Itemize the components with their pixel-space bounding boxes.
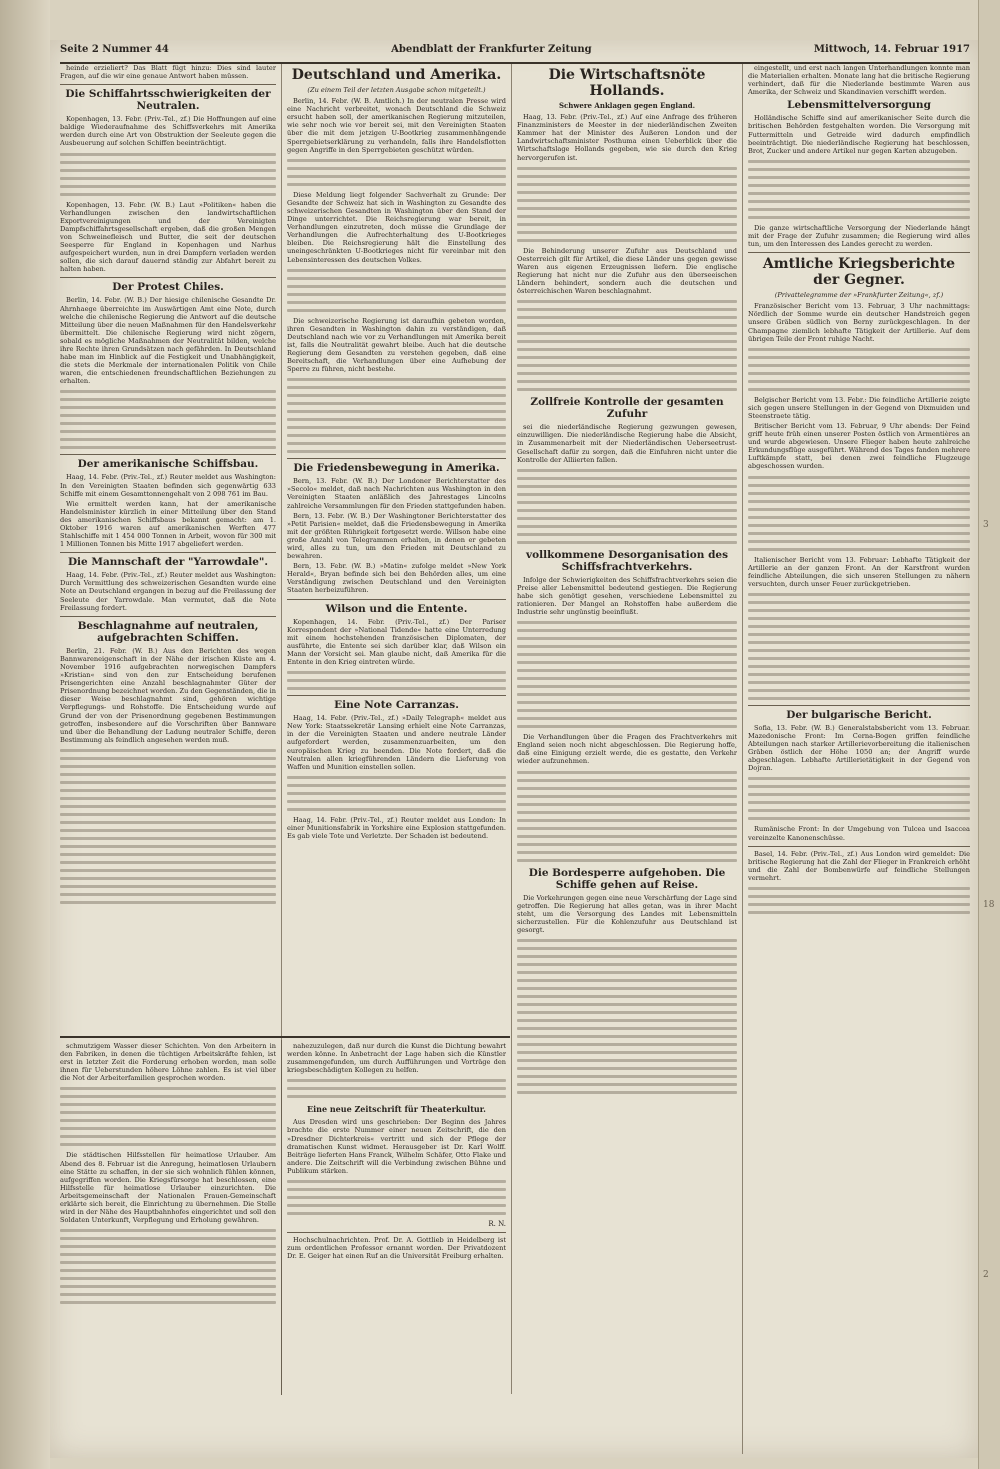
article-text: Bern, 13. Febr. (W. B.) »Matin« zufolge meldet »New York Herald«, Bryan befinde sich bei den Behörden alles, um eine Verständigung zwischen Deutschland und den Vereinigten Staaten herbeizuführen.	[287, 562, 506, 595]
article-text: heinde erzieliert? Das Blatt fügt hinzu: Dies sind lauter Fragen, auf die wir eine genaue Antwort haben müssen.	[60, 64, 276, 81]
illegible-text-lines	[748, 593, 970, 700]
article-text: Die ganze wirtschaftliche Versorgung der Niederlande hängt mit der Frage der Zufuhr zusammen; die Regierung wird alles tun, um den Interessen des Landes gerecht zu werden.	[748, 223, 970, 249]
article-headline: Der bulgarische Bericht.	[786, 708, 932, 721]
article-subheadline: (Privattelegramme der »Frankfurter Zeitung«, zf.)	[774, 291, 944, 300]
article-text: Bern, 13. Febr. (W. B.) Der Londoner Berichterstatter des »Secolo« meldet, daß nach Nachrichten aus Washington in den Vereinigten Staaten anläßlich des Jahrestages Lincolns zahlreiche Versammlungen für den Frieden stattgefunden haben.	[287, 477, 506, 510]
article-text: Berlin, 14. Febr. (W. B. Amtlich.) In der neutralen Presse wird eine Nachricht verbreitet, wonach Deutschland die Schweiz ersucht haben soll, der amerikanischen Regierung mitzuteilen, wie sehr noch wie vor bereit sei, mit den Vereinigten Staaten über die mit dem jetzigen U-Bootkrieg zusammenhängende Sperrgebietserklärung zu verhandeln, falls ihre Handelsflotten gegen Angriffe in den Sperrgebieten geschützt würden.	[287, 97, 506, 154]
article-subheadline: (Zu einem Teil der letzten Ausgabe schon mitgeteilt.)	[307, 86, 486, 94]
article-text: Berlin, 14. Febr. (W. B.) Der hiesige chilenische Gesandte Dr. Ahrnhaege überreichte im Auswärtigen Amt eine Note, durch welche die chilenische Regierung die Antwort auf die deutsche Mitteilung über die neuen Maßnahmen für den Handelsverkehr übermittelt. Die chilenische Regierung wird nicht zögern, sobald es mögliche Maßnahmen der Neutralität bilden, welche ihre Rechte ihren Grundsätzen nach gefährden. In Deutschland habe man im Hinblick auf die Festigkeit und Unabhängigkeit, die stets die Merkmale der internationalen Politik von Chile waren, die entschiedenen freundschaftlichen Beziehungen zu erhalten.	[60, 296, 276, 386]
illegible-text-lines	[60, 153, 276, 196]
article-text: eingestellt, und erst nach langen Unterhandlungen konnte man die Materialien erhalten. Monate lang hat die britische Regierung verhindert, daß für die Niederlande bestimmte Waren aus Amerika, der Schweiz und Skandinavien verschifft werden.	[748, 64, 970, 97]
article-text: Die Verhandlungen über die Fragen des Frachtverkehrs mit England seien noch nicht abgeschlossen. Die Regierung hoffe, daß eine Einigung erzielt werde, die es gestatte, den Verkehr wieder aufzunehmen.	[517, 733, 737, 766]
article-headline: Die Mannschaft der "Yarrowdale".	[67, 556, 269, 569]
edge-mark: 3	[983, 520, 989, 530]
illegible-text-lines	[287, 269, 506, 312]
article-text: Diese Meldung liegt folgender Sachverhalt zu Grunde: Der Gesandte der Schweiz hat sich in Washington zu Gesandte des schweizerischen Gesandten in Washington über den Stand der Dinge unterrichtet. Die Reichsregierung war bereit, in Verhandlungen einzutreten, doch müsse die Grundlage der Verhandlungen die Aufrechterhaltung des U-Bootkrieges bleiben. Die Reichsregierung hält die Einstellung des uneingeschränkten U-Bootkrieges nicht für vereinbar mit den Lebensinteressen des deutschen Volkes.	[287, 190, 506, 264]
article-text: Bern, 13. Febr. (W. B.) Der Washingtoner Berichterstatter des »Petit Parisien« meldet, daß die Friedensbewegung in Amerika mit der größten Rührigkeit fortgesetzt werde. Willson habe eine große Anzahl von Telegrammen erhalten, in denen er gebeten wird, alles zu tun, um den Frieden mit Deutschland zu bewahren.	[287, 511, 506, 561]
article-text: Die Behinderung unserer Zufuhr aus Deutschland und Oesterreich gilt für Artikel, die diese Länder uns gegen gewisse Waren aus eigenen Erzeugnissen liefern. Die englische Regierung hat nicht nur die Zufuhr aus den überseeischen Ländern behindert, sondern auch die deutschen und österreichischen Waren beschlagnahmt.	[517, 246, 737, 296]
column-3	[517, 64, 737, 1394]
illegible-text-lines	[748, 348, 970, 391]
article-text: Rumänische Front: In der Umgebung von Tulcea und Isaccea vereinzelte Kanonenschüsse.	[748, 825, 970, 842]
article-text: Holländische Schiffe sind auf amerikanischer Seite durch die britischen Behörden festgehalten worden. Die Versorgung mit Futtermitteln und Getreide wird dadurch empfindlich beeinträchtigt. Die niederländische Regierung hat beschlossen, Brot, Zucker und andere Artikel nur gegen Karten abzugeben.	[748, 114, 970, 155]
article-text: Haag, 14. Febr. (Priv.-Tel., zf.) »Daily Telegraph« meldet aus New York: Staatssekretär Lansing erhielt eine Note Carranzas, in der die Vereinigten Staaten und andere neutrale Länder aufgefordert werden, zusammenzuarbeiten, um den europäischen Krieg zu beenden. Die Note fordert, daß die Neutralen allen kriegführenden Ländern die Lieferung von Waffen und Munition einstellen sollen.	[287, 714, 506, 771]
article-headline: Der amerikanische Schiffsbau.	[77, 458, 259, 471]
article-headline: Der Protest Chiles.	[112, 281, 224, 294]
article-text: Basel, 14. Febr. (Priv.-Tel., zf.) Aus London wird gemeldet: Die britische Regierung hat die Zahl der Flieger in Frankreich erhöht und die Zahl der Bombenwürfe auf feindliche Stellungen vermehrt.	[748, 849, 970, 882]
article-text: schmutzigem Wasser dieser Schichten. Von den Arbeitern in den Fabriken, in denen die tüchtigen Arbeitskräfte fehlen, ist erst in letzter Zeit die Forderung erhoben worden, man solle ihnen für Ueberstunden höhere Löhne zahlen. Es ist viel über die Not der Arbeiterfamilien gesprochen worden.	[60, 1042, 276, 1083]
illegible-text-lines	[287, 776, 506, 811]
illegible-text-lines	[517, 469, 737, 544]
illegible-text-lines	[287, 159, 506, 186]
illegible-text-lines	[517, 939, 737, 1094]
article-text: Die schweizerische Regierung ist daraufhin gebeten worden, ihren Gesandten in Washington dahin zu verständigen, daß Deutschland nach wie vor zu Verhandlungen mit Amerika bereit ist, falls die Neutralität gewahrt bleibe. Auch hat die deutsche Regierung dem Gesandten zu verstehen gegeben, daß eine Bereitschaft, die Verhandlungen über eine Aufhebung der Sperre zu führen, nicht bestehe.	[287, 316, 506, 374]
article-section-heading: Zollfreie Kontrolle der gesamten Zufuhr	[530, 396, 724, 421]
illegible-text-lines	[287, 1180, 506, 1215]
article-text: Kopenhagen, 13. Febr. (W. B.) Laut »Politiken« haben die Verhandlungen zwischen den landwirtschaftlichen Exportvereinigungen und der Vereinigten Dampfschiffahrtsgesellschaft ergeben, daß die großen Mengen von Schweinefleisch und Butter, die seit der deutschen Seesperre für England in Kopenhagen und Narhus aufgespeichert wurden, nun in drei Dampfern verladen werden sollen, die sich darauf dauernd ständig zur Abfahrt bereit zu halten haben.	[60, 200, 276, 274]
article-text: Kopenhagen, 14. Febr. (Priv.-Tel., zf.) Der Pariser Korrespondent der »National Tidende« hatte eine Unterredung mit einem hochstehenden französischen Diplomaten, der ausführte, die Entente sei sich darüber klar, daß Wilson ein Mann der Vorsicht sei. Man glaube nicht, daß Amerika für die Entente in den Krieg eintreten würde.	[287, 617, 506, 667]
illegible-text-lines	[287, 671, 506, 690]
column-rule	[281, 1040, 282, 1395]
article-text: nahezuzulegen, daß nur durch die Kunst die Dichtung bewahrt werden könne. In Anbetracht der Lage haben sich die Künstler zusammengefunden, um durch Aufführungen und Vorträge den kriegsbeschädigten Kollegen zu helfen.	[287, 1042, 506, 1075]
page-number: Seite 2 Nummer 44	[60, 44, 169, 55]
illegible-text-lines	[517, 300, 737, 391]
article-subheadline: Schwere Anklagen gegen England.	[558, 101, 696, 110]
article-text: sei die niederländische Regierung gezwungen gewesen, einzuwilligen. Die niederländische Regierung habe die Absicht, in Zusammenarbeit mit der Niederländischen Ueberseetrust-Gesellschaft dafür zu sorgen, daß die Einfuhren nicht unter die Kontrolle der Alliierten fallen.	[517, 423, 737, 464]
article-headline: Wilson und die Entente.	[325, 602, 468, 615]
article-section-heading: Die Bordesperre aufgehoben. Die Schiffe gehen auf Reise.	[528, 866, 726, 891]
illegible-text-lines	[60, 1087, 276, 1146]
column-4	[748, 64, 970, 1454]
article-text: Belgischer Bericht vom 13. Febr.: Die feindliche Artillerie zeigte sich gegen unsere Stellungen in der Gegend von Dixmuiden und Steenstraete tätig.	[748, 395, 970, 420]
issue-date: Mittwoch, 14. Februar 1917	[813, 44, 970, 55]
page-header	[60, 44, 970, 64]
article-text: Wie ermittelt werden kann, hat der amerikanische Handelsminister kürzlich in einer Mitteilung über den Stand des amerikanischen Schiffsbaus bekannt gemacht: am 1. Oktober 1916 waren auf amerikanischen Werften 477 Stahlschiffe mit 1 454 000 Tonnen in Arbeit, wovon für 300 mit 1 Millionen Tonnen bis Mitte 1917 abgeliefert werden.	[60, 499, 276, 549]
illegible-text-lines	[517, 621, 737, 728]
article-text: Britischer Bericht vom 13. Februar, 9 Uhr abends: Der Feind griff heute früh einen unserer Posten östlich von Armentières an und wurde abgewiesen. Unsere Flieger haben heute zahlreiche Erkundungsflüge ausgeführt. Während des Tages fanden mehrere Luftkämpfe statt, bei denen zwei feindliche Flugzeuge abgeschossen wurden.	[748, 421, 970, 471]
article-headline: Die Friedensbewegung in Amerika.	[293, 462, 500, 475]
article-section-heading: Lebensmittelversorgung	[787, 99, 931, 112]
article-text: Sofia, 13. Febr. (W. B.) Generalstabsbericht vom 13. Februar. Mazedonische Front: Im Cerna-Bogen griffen feindliche Abteilungen nach starker Artillerievorbereitung die italienischen Gräben östlich der Höhe 1050 an; der Angriff wurde abgeschlagen. Lebhafte Artillerietätigkeit in der Gegend von Dojran.	[748, 723, 970, 773]
article-text: Die städtischen Hilfsstellen für heimatlose Urlauber. Am Abend des 8. Februar ist die Anregung, heimatlosen Urlaubern eine Stätte zu schaffen, in der sie sich wohnlich fühlen können, aufgegriffen worden. Die Kriegsfürsorge hat beschlossen, eine Hilfsstelle für heimatlose Urlauber einzurichten. Die Arbeitsgemeinschaft der Nationalen Frauen-Gemeinschaft erklärte sich bereit, die Einrichtung zu übernehmen. Die Stelle wird in der Nähe des Hauptbahnhofes eingerichtet und soll den Soldaten Unterkunft, Verpflegung und Erholung gewähren.	[60, 1151, 276, 1225]
illegible-text-lines	[748, 160, 970, 219]
illegible-text-lines	[517, 167, 737, 242]
edge-mark: 18	[983, 900, 995, 910]
author-signature: R. N.	[488, 1220, 506, 1229]
illegible-text-lines	[60, 390, 276, 449]
article-headline: Beschlagnahme auf neutralen, aufgebrachten Schiffen.	[77, 619, 259, 644]
column-rule	[742, 64, 743, 1454]
article-headline: Eine Note Carranzas.	[334, 699, 459, 712]
adjacent-page-edge	[978, 0, 1000, 1469]
feuilleton-divider	[60, 1036, 510, 1038]
feuilleton-mid	[287, 1042, 506, 1392]
illegible-text-lines	[517, 771, 737, 862]
article-headline: Amtliche Kriegsberichte der Gegner.	[762, 256, 956, 289]
article-text: Infolge der Schwierigkeiten des Schiffsfrachtverkehrs seien die Preise aller Lebensmittel bedeutend gestiegen. Die Regierung habe sich genötigt gesehen, verschiedene Lebensmittel zu rationieren. Der Mangel an Rohstoffen habe außerdem die Industrie sehr ungünstig beeinflußt.	[517, 575, 737, 617]
illegible-text-lines	[287, 1079, 506, 1098]
article-text: Haag, 14. Febr. (Priv.-Tel., zf.) Reuter meldet aus London: In einer Munitionsfabrik in Yorkshire eine Explosion stattgefunden. Es gab viele Tote und Verletzte. Der Schaden ist bedeutend.	[287, 815, 506, 840]
illegible-text-lines	[748, 476, 970, 551]
article-text: Haag, 13. Febr. (Priv.-Tel., zf.) Auf eine Anfrage des früheren Finanzministers de Meester in der niederländischen Zweiten Kammer hat der Minister des Äußeren London und der Landwirtschaftsminister Posthuma einen Ueberblick über die Wirtschaftslage Hollands gegeben, wie sie durch den Krieg hervorgerufen ist.	[517, 113, 737, 162]
illegible-text-lines	[60, 749, 276, 904]
column-2	[287, 64, 506, 1034]
edge-mark: 2	[983, 1270, 989, 1280]
article-text: Italienischer Bericht vom 13. Februar: Lebhafte Tätigkeit der Artillerie an der ganzen Front. An der Karstfront wurden feindliche Abteilungen, die sich unseren Stellungen zu nähern versuchten, durch unser Feuer zurückgetrieben.	[748, 555, 970, 588]
article-text: Kopenhagen, 13. Febr. (Priv.-Tel., zf.) Die Hoffnungen auf eine baldige Wiederaufnahme des Schiffsverkehrs mit Amerika werden durch eine Art von Obstruktion der Seeleute gegen die Ausbeuerung auf solchen Schiffen beeinträchtigt.	[60, 115, 276, 148]
article-text: Aus Dresden wird uns geschrieben: Der Beginn des Jahres brachte die erste Nummer einer neuen Zeitschrift, die den »Dresdner Dichterkreis« vertritt und sich der Pflege der dramatischen Kunst widmet. Herausgeber ist Dr. Karl Wolff. Beiträge lieferten Hans Franck, Wilhelm Schäfer, Otto Flake und andere. Die Zeitschrift will die Verbindung zwischen Bühne und Publikum stärken.	[287, 1118, 506, 1175]
article-section-heading: Eine neue Zeitschrift für Theaterkultur.	[307, 1104, 486, 1115]
article-text: Die Vorkehrungen gegen eine neue Verschärfung der Lage sind getroffen. Die Regierung hat alles getan, was in ihrer Macht steht, um die Versorgung des Landes mit Lebensmitteln sicherzustellen. Für die Kohlenzufuhr aus Deutschland ist gesorgt.	[517, 893, 737, 934]
column-rule	[511, 64, 512, 1394]
article-text: Haag, 14. Febr. (Priv.-Tel., zf.) Reuter meldet aus Washington: Durch Vermittlung des schweizerischen Gesandten wurde eine Note an Deutschland ergangen in bezug auf die Freilassung der Seeleute der Yarrowdale. Man vermutet, daß die Note Freilassung fordert.	[60, 571, 276, 612]
page-binding-edge	[0, 0, 50, 1469]
feuilleton-left	[60, 1042, 276, 1392]
illegible-text-lines	[748, 777, 970, 820]
column-1	[60, 64, 276, 1034]
article-text: Hochschulnachrichten. Prof. Dr. A. Gottlieb in Heidelberg ist zum ordentlichen Professor ernannt worden. Der Privatdozent Dr. E. Geiger hat einen Ruf an die Universität Freiburg erhalten.	[287, 1236, 506, 1261]
article-headline: Die Schiffahrtsschwierigkeiten der Neutralen.	[65, 88, 271, 113]
illegible-text-lines	[60, 1229, 276, 1304]
article-headline: Deutschland und Amerika.	[291, 67, 502, 83]
article-headline: Die Wirtschaftsnöte Hollands.	[548, 67, 706, 99]
illegible-text-lines	[748, 887, 970, 914]
article-section-heading: vollkommene Desorganisation des Schiffsfrachtverkehrs.	[525, 548, 728, 573]
newspaper-name: Abendblatt der Frankfurter Zeitung	[391, 44, 592, 55]
article-text: Berlin, 21. Febr. (W. B.) Aus den Berichten des wegen Bannwareneigenschaft in der Nähe der irischen Küste am 4. November 1916 aufgebrachten norwegischen Dampfers »Kristian« sind von den zur Entscheidung berufenen Prisengerichten eine Anzahl beschlagnahmter Güter der Prisenordnung bezeichnet worden. Zu den Gegenständen, die in dieser Weise beschlagnahmt sind, gehören wichtige Verpflegungs- und Rohstoffe. Die Entscheidung wurde auf Grund der von der Prisenordnung gegebenen Bestimmungen getroffen, insbesondere auf die Vorschriften über Bannware und über die Behandlung der Ladung neutraler Schiffe, deren Bestimmung als feindlich angesehen werden muß.	[60, 646, 276, 744]
illegible-text-lines	[287, 378, 506, 453]
article-text: Französischer Bericht vom 13. Februar, 3 Uhr nachmittags: Nördlich der Somme wurde ein deutscher Handstreich gegen unsere Gräben südlich von Berny zurückgeschlagen. In der Champagne ziemlich lebhafte Tätigkeit der Artillerie. Auf dem übrigen Teile der Front ruhige Nacht.	[748, 302, 970, 343]
article-text: Haag, 14. Febr. (Priv.-Tel., zf.) Reuter meldet aus Washington: In den Vereinigten Staaten befinden sich gegenwärtig 633 Schiffe mit einem Gesamttonnengehalt von 2 098 761 im Bau.	[60, 473, 276, 498]
